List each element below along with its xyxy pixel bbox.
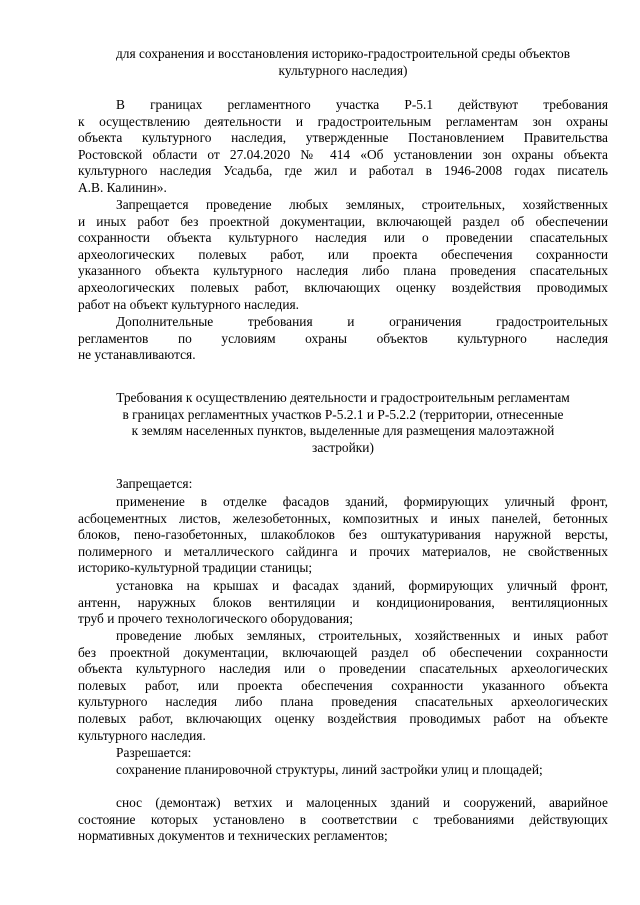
item-works: проведение любых земляных, строительных, хозяйственных и иных работ без проектной документации, включающей раздел об обеспечении сохранности объекта культурного наследия или о проведении спасательных археологических полевых работ, или проекта обеспечения сохранности указанного объекта культурного наследия либо плана проведения спасательных археологических полевых работ, включающих оценку воздействия проводимых работ на объекте культурного наследия. (78, 628, 608, 743)
item-demolition: снос (демонтаж) ветхих и малоценных зданий и сооружений, аварийное состояние которых установлено в соответствии с требованиями действующих нормативных документов и технических регламентов; (78, 795, 608, 844)
item-planning-structure: сохранение планировочной структуры, линий застройки улиц и площадей; (116, 762, 543, 777)
item-facades: применение в отделке фасадов зданий, формирующих уличный фронт, асбоцементных листов, железобетонных, композитных и иных панелей, бетонных блоков, пено-газобетонных, шлакоблоков без оштукатуривания наружной версты, полимерного и металлического сайдинга и прочих материалов, не свойственных историко-культурной традиции станицы; (78, 494, 608, 576)
paragraph-prohibition-p51: Запрещается проведение любых земляных, строительных, хозяйственных и иных работ без проектной документации, включающей раздел об обеспечении сохранности объекта культурного наследия или о проведении спасательных археологических полевых работ, или проекта обеспечения сохранности указанного объекта культурного наследия либо плана проведения спасательных археологических полевых работ, включающих оценку воздействия проводимых работ на объект культурного наследия. (78, 197, 608, 312)
paragraph-p51: В границах регламентного участка Р-5.1 действуют требования к осуществлению деятельности и градостроительным регламентам зон охраны объекта культурного наследия, утвержденные Постановлением Правительства Ростовской области от 27.04.2020 № 414 «Об установлении зон охраны объекта культурного наследия Усадьба, где жил и работал в 1946-2008 годах писатель А.В. Калинин». (78, 97, 608, 195)
section-heading: Требования к осуществлению деятельности и градостроительным регламентам в границах регламентных участков Р-5.2.1 и Р-5.2.2 (территории, отнесенные к землям населенных пунктов, выделенные для размещения малоэтажной застройки) (116, 390, 570, 455)
paragraph-additional-requirements: Дополнительные требования и ограничения градостроительных регламентов по условиям охраны объектов культурного наследия не устанавливаются. (78, 314, 608, 363)
prohibited-label: Запрещается: (116, 476, 193, 491)
header-continuation: для сохранения и восстановления историко-градостроительной среды объектов культурного наследия) (115, 46, 571, 78)
item-roof-equipment: установка на крышах и фасадах зданий, формирующих уличный фронт, антенн, наружных блоков вентиляции и кондиционирования, вентиляционных труб и прочего технологического оборудования; (78, 578, 608, 627)
permitted-label: Разрешается: (116, 745, 192, 760)
